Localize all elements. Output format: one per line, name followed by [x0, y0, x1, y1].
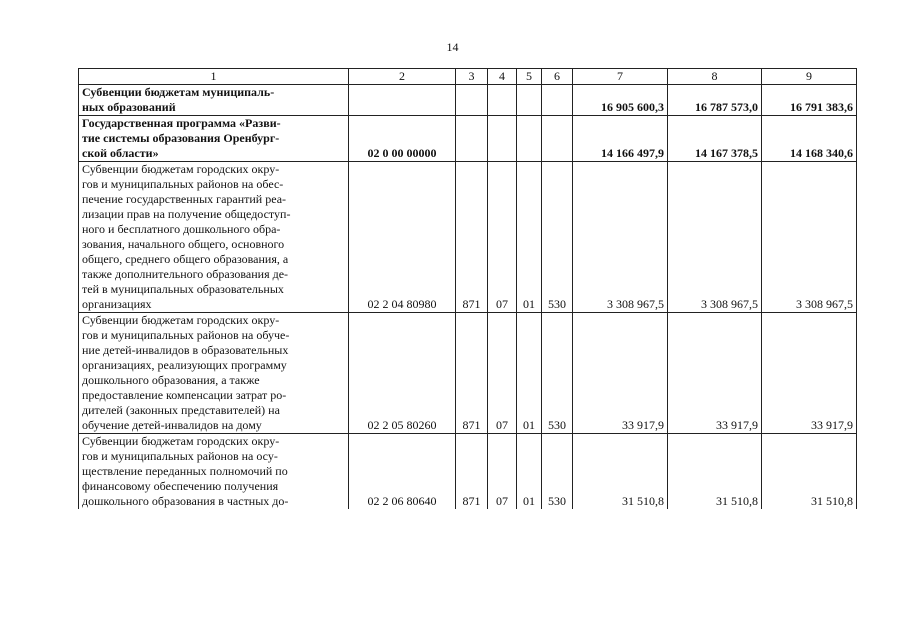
- column-header-4: 4: [488, 69, 517, 85]
- budget-table: [78, 68, 857, 509]
- row-name-line: финансовому обеспечению получения: [82, 479, 279, 493]
- cell-col-4: 07: [488, 162, 517, 313]
- row-name-cell: [79, 313, 349, 434]
- row-name-line: организациях, реализующих программу: [82, 358, 287, 372]
- row-name-line: обучение детей-инвалидов на дому: [82, 418, 262, 432]
- row-name-line: гов и муниципальных районов на обес-: [82, 177, 284, 191]
- row-name-line: ние детей-инвалидов в образовательных: [82, 343, 289, 357]
- cell-amount-7: 31 510,8: [573, 434, 668, 510]
- cell-col-3: 871: [456, 434, 488, 510]
- row-name-line: дошкольного образования в частных до-: [82, 494, 289, 508]
- row-name-line: организациях: [82, 297, 152, 311]
- cell-col-5: [517, 116, 542, 162]
- column-header-5: 5: [517, 69, 542, 85]
- table-row-private-preschool: [79, 434, 857, 510]
- cell-amount-9: 31 510,8: [762, 434, 857, 510]
- cell-program-code: 02 2 06 80640: [349, 434, 456, 510]
- cell-amount-8: 16 787 573,0: [668, 85, 762, 116]
- cell-col-6: [542, 85, 573, 116]
- cell-col-3: 871: [456, 313, 488, 434]
- row-name-line: дителей (законных представителей) на: [82, 403, 280, 417]
- cell-amount-7: 16 905 600,3: [573, 85, 668, 116]
- cell-amount-7: 33 917,9: [573, 313, 668, 434]
- row-name-line: дошкольного образования, а также: [82, 373, 260, 387]
- cell-col-6: 530: [542, 434, 573, 510]
- cell-col-3: 871: [456, 162, 488, 313]
- cell-amount-8: 31 510,8: [668, 434, 762, 510]
- row-name-line: ного и бесплатного дошкольного обра-: [82, 222, 281, 236]
- cell-amount-8: 14 167 378,5: [668, 116, 762, 162]
- column-header-6: 6: [542, 69, 573, 85]
- row-name-line: предоставление компенсации затрат ро-: [82, 388, 287, 402]
- cell-amount-8: 3 308 967,5: [668, 162, 762, 313]
- cell-col-4: [488, 116, 517, 162]
- cell-col-6: 530: [542, 313, 573, 434]
- column-header-3: 3: [456, 69, 488, 85]
- cell-col-5: [517, 85, 542, 116]
- row-name-cell: [79, 85, 349, 116]
- row-name-cell: [79, 434, 349, 510]
- cell-amount-9: 33 917,9: [762, 313, 857, 434]
- row-name-line: также дополнительного образования де-: [82, 267, 289, 281]
- column-header-8: 8: [668, 69, 762, 85]
- cell-col-5: 01: [517, 162, 542, 313]
- cell-amount-9: 3 308 967,5: [762, 162, 857, 313]
- cell-col-5: 01: [517, 434, 542, 510]
- row-name-line: тие системы образования Оренбург-: [82, 131, 280, 145]
- row-name-line: печение государственных гарантий реа-: [82, 192, 287, 206]
- table-row-preschool-guarantees: [79, 162, 857, 313]
- table-row-subventions-total: [79, 85, 857, 116]
- cell-amount-7: 3 308 967,5: [573, 162, 668, 313]
- row-name-line: Субвенции бюджетам городских окру-: [82, 313, 280, 327]
- column-header-9: 9: [762, 69, 857, 85]
- cell-col-3: [456, 85, 488, 116]
- table-row-disabled-children: [79, 313, 857, 434]
- column-header-7: 7: [573, 69, 668, 85]
- cell-program-code: 02 2 04 80980: [349, 162, 456, 313]
- row-name-line: гов и муниципальных районов на осу-: [82, 449, 278, 463]
- cell-col-4: [488, 85, 517, 116]
- column-header-2: 2: [349, 69, 456, 85]
- column-header-1: 1: [79, 69, 349, 85]
- cell-col-5: 01: [517, 313, 542, 434]
- cell-amount-8: 33 917,9: [668, 313, 762, 434]
- table-header-row: [79, 69, 857, 85]
- cell-col-6: 530: [542, 162, 573, 313]
- row-name-line: тей в муниципальных образовательных: [82, 282, 284, 296]
- cell-col-6: [542, 116, 573, 162]
- row-name-line: ных образований: [82, 100, 176, 114]
- page-number: 14: [446, 40, 459, 54]
- row-name-line: ществление переданных полномочий по: [82, 464, 288, 478]
- row-name-line: Субвенции бюджетам городских окру-: [82, 162, 280, 176]
- cell-col-4: 07: [488, 313, 517, 434]
- row-name-line: общего, среднего общего образования, а: [82, 252, 289, 266]
- row-name-line: Субвенции бюджетам городских окру-: [82, 434, 280, 448]
- cell-program-code: [349, 85, 456, 116]
- table-row-state-program: [79, 116, 857, 162]
- budget-table-wrapper: [78, 68, 857, 509]
- cell-program-code: 02 2 05 80260: [349, 313, 456, 434]
- cell-amount-9: 16 791 383,6: [762, 85, 857, 116]
- cell-program-code: 02 0 00 00000: [349, 116, 456, 162]
- row-name-line: лизации прав на получение общедоступ-: [82, 207, 291, 221]
- cell-col-3: [456, 116, 488, 162]
- row-name-line: зования, начального общего, основного: [82, 237, 285, 251]
- row-name-line: ской области»: [82, 146, 159, 160]
- row-name-cell: [79, 162, 349, 313]
- cell-amount-7: 14 166 497,9: [573, 116, 668, 162]
- cell-amount-9: 14 168 340,6: [762, 116, 857, 162]
- row-name-line: гов и муниципальных районов на обуче-: [82, 328, 290, 342]
- row-name-cell: [79, 116, 349, 162]
- row-name-line: Субвенции бюджетам муниципаль-: [82, 85, 275, 99]
- cell-col-4: 07: [488, 434, 517, 510]
- row-name-line: Государственная программа «Разви-: [82, 116, 281, 130]
